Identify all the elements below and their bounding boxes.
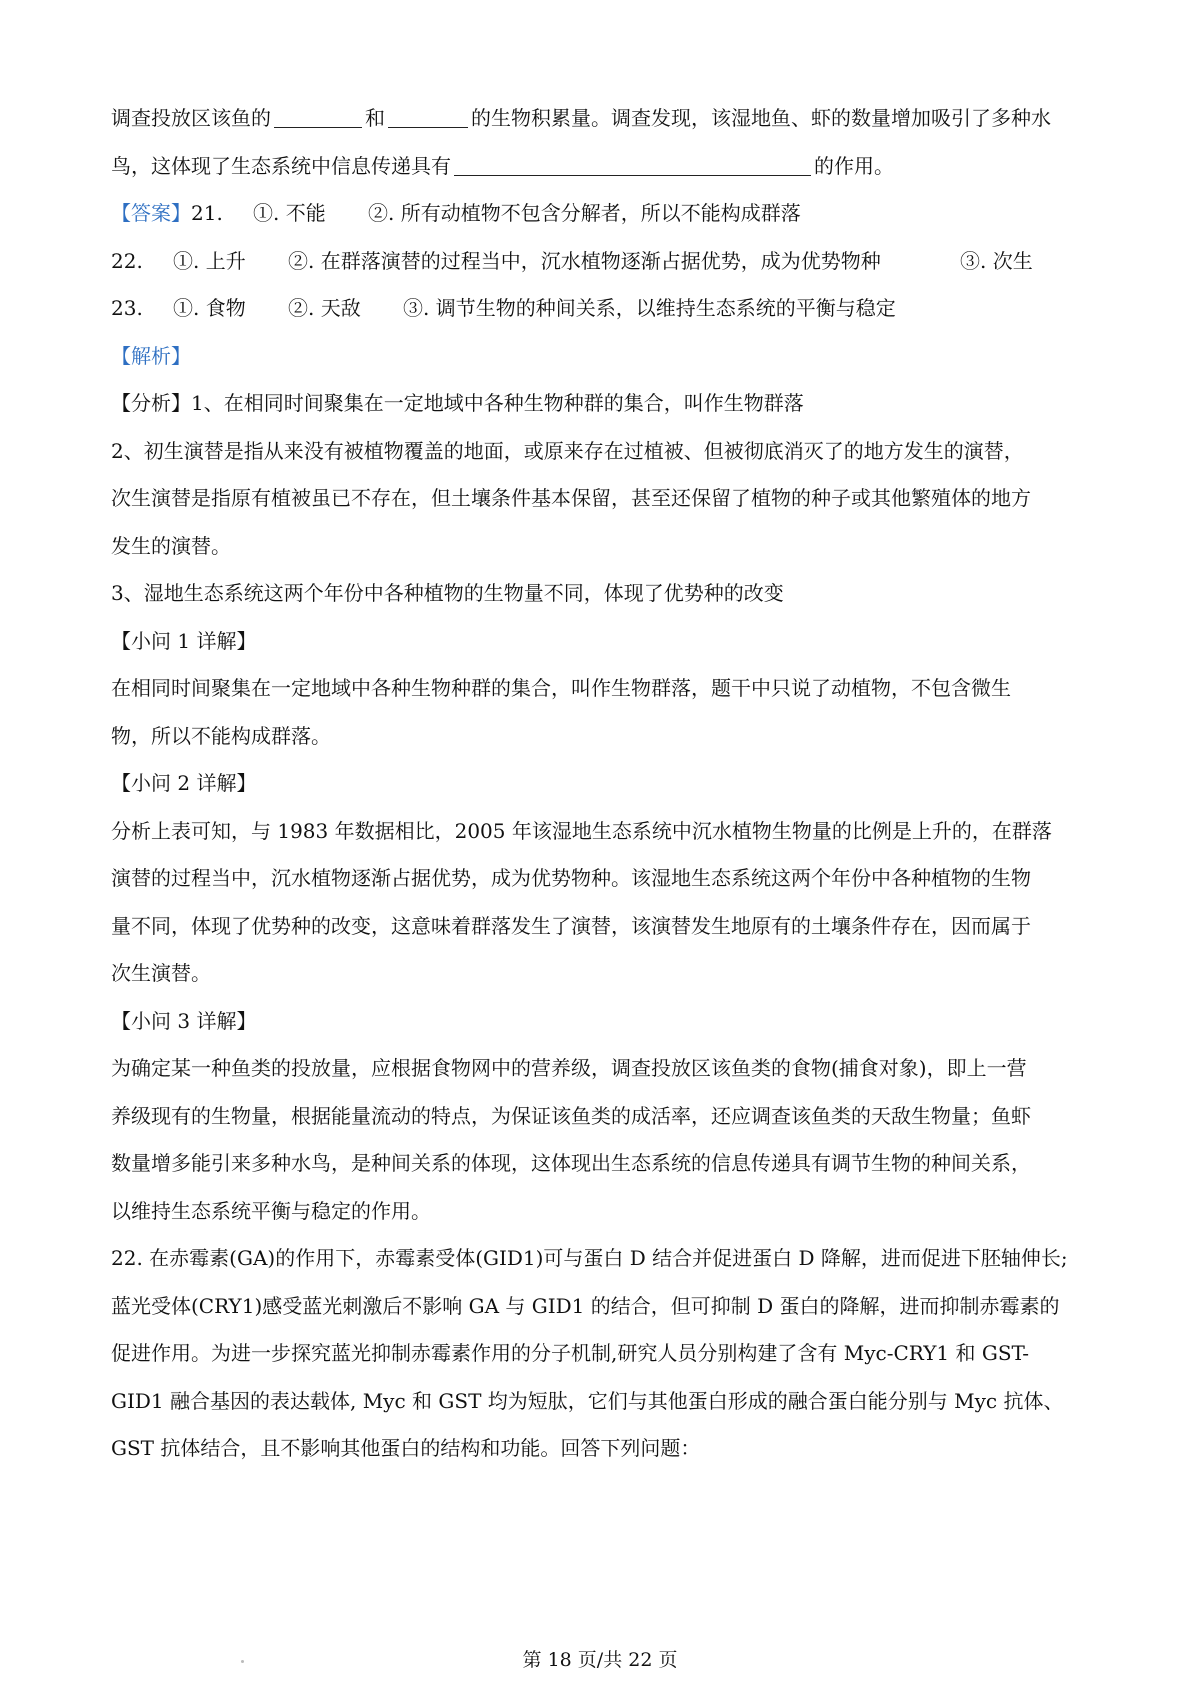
answer-number: 21.	[191, 201, 223, 225]
subquestion-1-line-1: 在相同时间聚集在一定地域中各种生物种群的集合，叫作生物群落，题干中只说了动植物，不包含微生	[111, 676, 1011, 700]
subquestion-2-line-3: 量不同，体现了优势种的改变，这意味着群落发生了演替，该演替发生地原有的土壤条件存在，因而属于	[111, 913, 1031, 938]
answer-22-line	[111, 238, 1101, 286]
question-22-line-3: 促进作用。为进一步探究蓝光抑制赤霉素作用的分子机制,研究人员分别构建了含有 Myc-CRY1 和 GST-	[111, 1341, 1030, 1365]
answer-choice: ③. 次生	[960, 248, 1033, 273]
subquestion-3-title: 【小问 3 详解】	[111, 1008, 257, 1033]
text-segment: 和	[365, 106, 385, 130]
answer-choice: ②. 在群落演替的过程当中，沉水植物逐渐占据优势，成为优势物种	[288, 248, 881, 273]
subquestion-3-line-2: 养级现有的生物量，根据能量流动的特点，为保证该鱼类的成活率，还应调查该鱼类的天敌生物量；鱼虾	[111, 1103, 1031, 1128]
question-21-tail-line-1	[111, 95, 1101, 143]
analysis-point-3: 3、湿地生态系统这两个年份中各种植物的生物量不同，体现了优势种的改变	[111, 581, 784, 605]
answer-choice: ②. 所有动植物不包含分解者，所以不能构成群落	[368, 201, 801, 225]
answer-21-line	[111, 190, 1101, 238]
subquestion-3-line-4: 以维持生态系统平衡与稳定的作用。	[111, 1198, 431, 1223]
fill-blank	[454, 155, 811, 176]
subquestion-1-line-2: 物，所以不能构成群落。	[111, 723, 331, 748]
question-22-line-5: GST 抗体结合，且不影响其他蛋白的结构和功能。回答下列问题：	[111, 1436, 701, 1460]
page-footer: 第 18 页/共 22 页	[522, 1649, 678, 1671]
analysis-point-2-line-3: 发生的演替。	[111, 533, 231, 558]
fill-blank	[388, 107, 468, 128]
answer-choice: ①. 上升	[173, 248, 246, 273]
subquestion-1-title: 【小问 1 详解】	[111, 628, 257, 653]
answer-number: 22.	[111, 248, 143, 273]
subquestion-2-title: 【小问 2 详解】	[111, 771, 257, 795]
answer-label: 【答案】	[111, 201, 191, 225]
question-22-line-4: GID1 融合基因的表达载体, Myc 和 GST 均为短肽，它们与其他蛋白形成的融合蛋白能分别与 Myc 抗体、	[111, 1388, 1064, 1413]
answer-number: 23.	[111, 296, 143, 320]
text-segment: 鸟，这体现了生态系统中信息传递具有	[111, 153, 451, 178]
answer-choice: ②. 天敌	[288, 296, 361, 320]
answer-choice: ①. 食物	[173, 296, 246, 320]
page-content	[111, 95, 1101, 1473]
text-segment: 的生物积累量。调查发现，该湿地鱼、虾的数量增加吸引了多种水	[471, 106, 1051, 130]
subquestion-3-line-3: 数量增多能引来多种水鸟，是种间关系的体现，这体现出生态系统的信息传递具有调节生物的种间关系，	[111, 1151, 1031, 1175]
analysis-label: 【解析】	[111, 343, 191, 368]
text-segment: 调查投放区该鱼的	[111, 106, 271, 130]
answer-choice: ①. 不能	[253, 201, 326, 225]
subquestion-3-line-1: 为确定某一种鱼类的投放量，应根据食物网中的营养级，调查投放区该鱼类的食物(捕食对象)，即上一营	[111, 1056, 1027, 1080]
analysis-point-1: 【分析】1、在相同时间聚集在一定地域中各种生物种群的集合，叫作生物群落	[111, 391, 804, 415]
analysis-point-2-line-2: 次生演替是指原有植被虽已不存在，但土壤条件基本保留，甚至还保留了植物的种子或其他繁殖体的地方	[111, 486, 1031, 510]
question-21-tail-line-2	[111, 143, 1101, 191]
subquestion-2-line-1: 分析上表可知，与 1983 年数据相比，2005 年该湿地生态系统中沉水植物生物量的比例是上升的，在群落	[111, 818, 1052, 843]
question-22-line-2: 蓝光受体(CRY1)感受蓝光刺激后不影响 GA 与 GID1 的结合，但可抑制 D 蛋白的降解，进而抑制赤霉素的	[111, 1293, 1060, 1318]
answer-choice: ③. 调节生物的种间关系，以维持生态系统的平衡与稳定	[403, 296, 896, 320]
text-segment: 的作用。	[814, 153, 894, 178]
analysis-point-2-line-1: 2、初生演替是指从来没有被植物覆盖的地面，或原来存在过植被、但被彻底消灭了的地方发生的演替，	[111, 438, 1024, 463]
subquestion-2-line-4: 次生演替。	[111, 961, 211, 985]
subquestion-2-line-2: 演替的过程当中，沉水植物逐渐占据优势，成为优势物种。该湿地生态系统这两个年份中各种植物的生物	[111, 866, 1031, 890]
answer-23-line	[111, 285, 1101, 333]
fill-blank	[274, 107, 362, 128]
question-22-line-1: 22. 在赤霉素(GA)的作用下，赤霉素受体(GID1)可与蛋白 D 结合并促进蛋白 D 降解，进而促进下胚轴伸长;	[111, 1246, 1068, 1270]
